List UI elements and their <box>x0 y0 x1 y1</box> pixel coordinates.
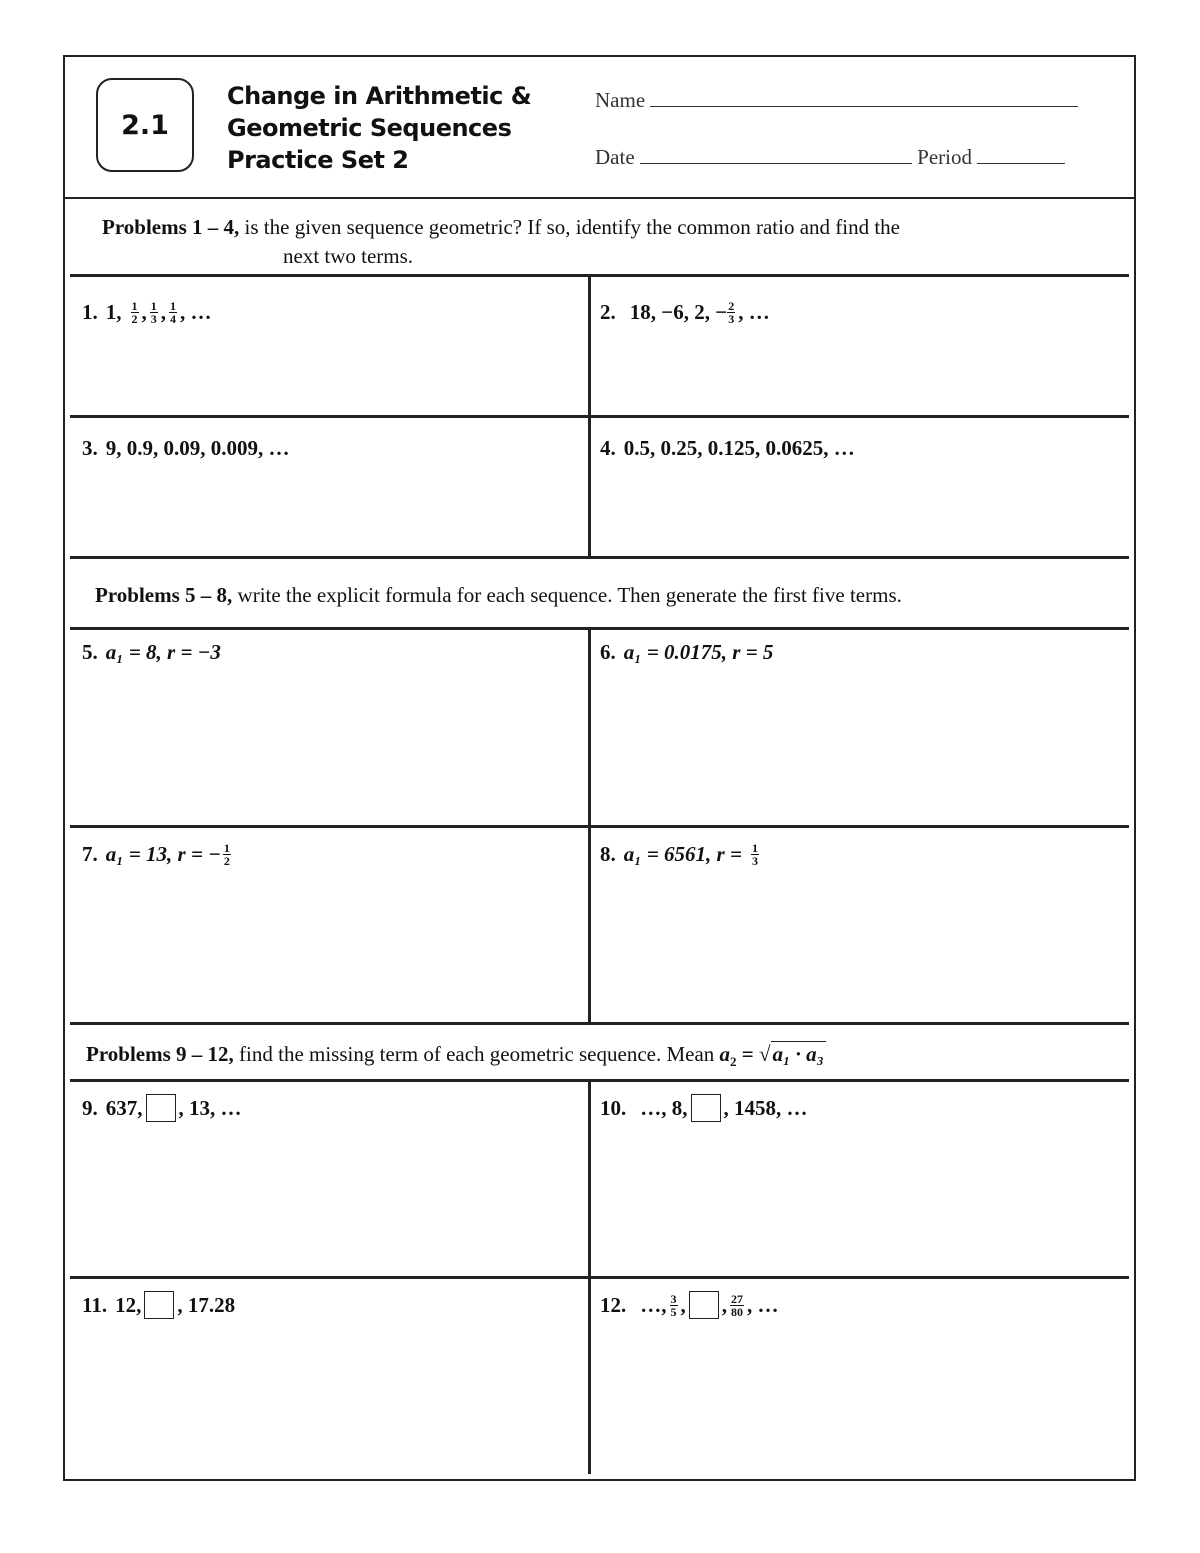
problem-2 <box>600 300 770 325</box>
rule-2 <box>70 415 1129 418</box>
problem-3-number: 3. <box>82 436 98 460</box>
problem-6-number: 6. <box>600 640 616 664</box>
section-1-text: is the given sequence geometric? If so, identify the common ratio and find the <box>239 215 900 239</box>
p10-tail: , 1458, … <box>723 1095 808 1120</box>
problem-12 <box>600 1291 779 1319</box>
p2-terms: 18, −6, 2, − <box>629 300 728 324</box>
problem-2-number: 2. <box>600 300 616 324</box>
problem-1-number: 1. <box>82 300 98 324</box>
problem-7 <box>82 842 232 867</box>
title-line-2: Geometric Sequences <box>227 114 512 142</box>
p1-frac-2 <box>150 300 158 325</box>
name-blank[interactable] <box>650 106 1078 107</box>
p12-lead: …, <box>640 1292 667 1317</box>
p7-frac-num: 1 <box>223 841 230 855</box>
p9-lead: 637, <box>105 1095 143 1120</box>
problem-11-number: 11. <box>82 1292 108 1317</box>
p12-frac-2 <box>730 1293 744 1318</box>
problem-7-number: 7. <box>82 842 98 866</box>
p1-frac-1-den: 2 <box>131 312 138 326</box>
section-1-instructions <box>102 215 900 240</box>
p8-frac-num: 1 <box>751 841 758 855</box>
section-2-text: write the explicit formula for each sequence. Then generate the first five terms. <box>232 583 902 607</box>
problem-9-number: 9. <box>82 1095 98 1120</box>
p11-tail: , 17.28 <box>177 1292 236 1317</box>
header-divider <box>63 197 1136 199</box>
p1-ellipsis: , … <box>180 300 212 324</box>
problem-8-number: 8. <box>600 842 616 866</box>
lesson-number: 2.1 <box>121 109 169 141</box>
p10-lead: …, 8, <box>640 1095 688 1120</box>
p7-given: a₁ = 13, r = − <box>105 842 221 866</box>
p7-frac <box>223 842 231 867</box>
p5-given: a₁ = 8, r = −3 <box>105 640 221 664</box>
problem-4-number: 4. <box>600 436 616 460</box>
mean-formula-radicand: a₁ · a₃ <box>772 1042 824 1066</box>
p12-frac-1 <box>670 1293 678 1318</box>
p1-frac-1 <box>131 300 139 325</box>
section-1-instructions-line-2 <box>283 244 413 269</box>
section-1-text-2: next two terms. <box>283 244 414 268</box>
column-divider-1 <box>588 277 591 557</box>
mean-formula-eq: = √ <box>736 1042 771 1066</box>
column-divider-3 <box>588 1082 591 1474</box>
problem-4 <box>600 436 855 461</box>
p2-frac <box>727 300 735 325</box>
problem-10 <box>600 1094 808 1122</box>
p12-tail: , … <box>747 1292 779 1317</box>
problem-11 <box>82 1291 235 1319</box>
p2-frac-num: 2 <box>728 299 735 313</box>
p1-frac-2-num: 1 <box>150 299 157 313</box>
title-line-1: Change in Arithmetic & <box>227 82 532 110</box>
name-field[interactable] <box>595 88 1078 113</box>
problem-1 <box>82 300 212 325</box>
p12-frac-2-den: 80 <box>731 1304 743 1319</box>
mean-formula-sub: 2 <box>730 1054 737 1070</box>
problem-10-number: 10. <box>600 1095 627 1120</box>
p3-terms: 9, 0.9, 0.09, 0.009, … <box>105 436 290 460</box>
rule-8 <box>70 1276 1129 1279</box>
name-label: Name <box>595 88 646 112</box>
problem-5 <box>82 640 221 665</box>
p1-frac-3-den: 4 <box>170 312 176 326</box>
p12-comma-2: , <box>721 1292 727 1317</box>
p6-given: a₁ = 0.0175, r = 5 <box>623 640 774 664</box>
p1-term-1: 1, <box>105 300 122 324</box>
p1-frac-2-den: 3 <box>150 312 157 326</box>
mean-formula-lhs: a <box>719 1042 731 1066</box>
p1-comma-1: , <box>141 300 147 324</box>
p12-comma: , <box>680 1292 686 1317</box>
date-field[interactable] <box>595 145 1065 170</box>
section-2-bold: Problems 5 – 8, <box>95 583 233 607</box>
column-divider-2 <box>588 630 591 1023</box>
rule-5 <box>70 825 1129 828</box>
p4-terms: 0.5, 0.25, 0.125, 0.0625, … <box>623 436 855 460</box>
problem-5-number: 5. <box>82 640 98 664</box>
p9-tail: , 13, … <box>178 1095 242 1120</box>
section-1-bold: Problems 1 – 4, <box>102 215 240 239</box>
lesson-badge <box>96 78 194 172</box>
p8-frac-den: 3 <box>751 854 758 868</box>
p12-frac-1-num: 3 <box>670 1291 677 1306</box>
p12-frac-2-num: 27 <box>731 1291 743 1306</box>
section-3-bold: Problems 9 – 12, <box>86 1042 234 1066</box>
period-blank[interactable] <box>977 163 1065 164</box>
rule-3 <box>70 556 1129 559</box>
p1-frac-3-num: 1 <box>170 299 176 313</box>
period-label: Period <box>917 145 972 169</box>
section-3-instructions <box>86 1041 826 1070</box>
rule-7 <box>70 1079 1129 1082</box>
section-3-text: find the missing term of each geometric sequence. Mean <box>233 1042 720 1066</box>
p8-frac <box>751 842 759 867</box>
rule-4 <box>70 627 1129 630</box>
p12-answer-box[interactable] <box>689 1291 719 1319</box>
problem-9 <box>82 1094 242 1122</box>
problem-8 <box>600 842 760 867</box>
p1-frac-1-num: 1 <box>131 299 138 313</box>
p11-answer-box[interactable] <box>144 1291 174 1319</box>
title-line-3: Practice Set 2 <box>227 146 409 174</box>
problem-6 <box>600 640 773 665</box>
p7-frac-den: 2 <box>223 854 230 868</box>
date-blank[interactable] <box>640 163 912 164</box>
worksheet-frame <box>63 55 1136 1481</box>
p8-given: a₁ = 6561, r = <box>623 842 742 866</box>
p1-frac-3 <box>169 300 177 325</box>
p9-answer-box[interactable] <box>146 1094 176 1122</box>
p10-answer-box[interactable] <box>691 1094 721 1122</box>
rule-6 <box>70 1022 1129 1025</box>
section-2-instructions <box>95 583 902 608</box>
p12-frac-1-den: 5 <box>670 1304 677 1319</box>
problem-12-number: 12. <box>600 1292 627 1317</box>
problem-3 <box>82 436 290 461</box>
p11-lead: 12, <box>115 1292 142 1317</box>
p1-comma-2: , <box>160 300 166 324</box>
p2-ellipsis: , … <box>738 300 770 324</box>
rule-1 <box>70 274 1129 277</box>
p2-frac-den: 3 <box>728 312 735 326</box>
worksheet-title <box>227 80 531 176</box>
date-label: Date <box>595 145 635 169</box>
